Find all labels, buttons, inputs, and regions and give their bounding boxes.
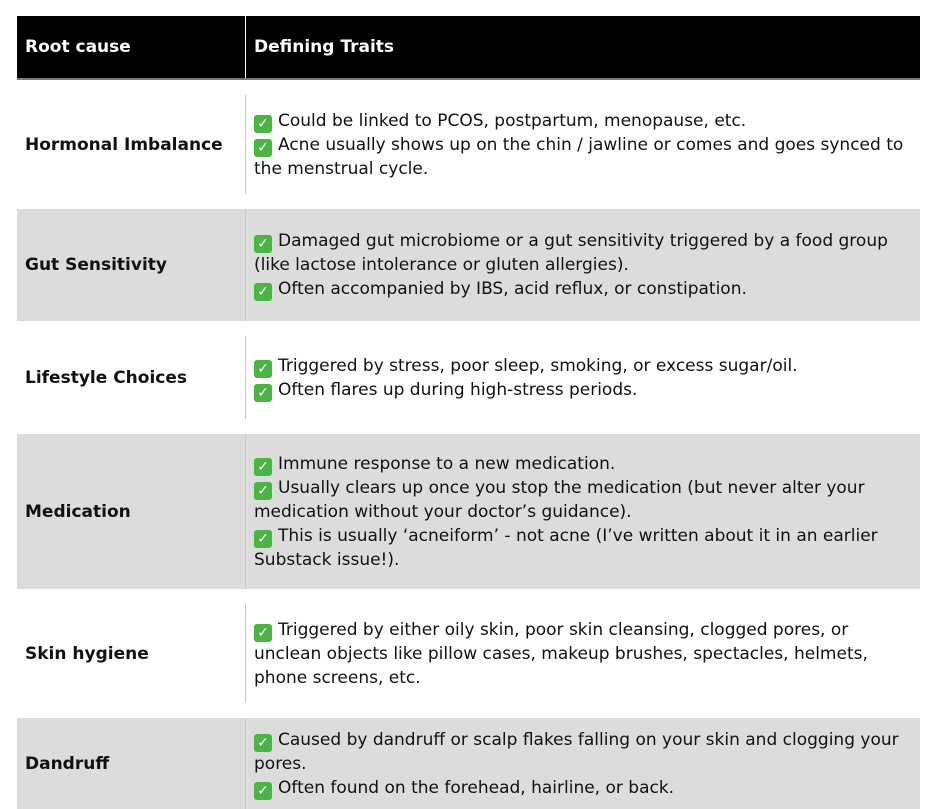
check-mark-icon: ✓: [254, 530, 272, 548]
trait-line: [254, 133, 910, 181]
trait-line: [254, 452, 910, 476]
row-spacer: [17, 321, 920, 336]
trait-text: This is usually ‘acneiform’ - not acne (I’ve written about it in an earlier Substack issue!).: [254, 525, 878, 570]
header-root-cause: Root cause: [17, 16, 246, 78]
table-header-row: [17, 16, 920, 80]
table-row: [17, 718, 920, 809]
check-mark-icon: ✓: [254, 235, 272, 253]
check-mark-icon: ✓: [254, 482, 272, 500]
root-cause-cell: Medication: [17, 434, 246, 589]
table-row: [17, 336, 920, 419]
row-spacer: [17, 80, 920, 95]
trait-line: [254, 476, 910, 524]
root-cause-cell: Skin hygiene: [17, 604, 246, 703]
check-mark-icon: ✓: [254, 384, 272, 402]
check-mark-icon: ✓: [254, 115, 272, 133]
trait-text: Immune response to a new medication.: [278, 453, 616, 474]
trait-text: Triggered by either oily skin, poor skin cleansing, clogged pores, or unclean objects like pillow cases, makeup brushes, spectacles, helmets, phone screens, etc.: [254, 619, 868, 688]
trait-line: [254, 229, 910, 277]
header-defining-traits: Defining Traits: [254, 37, 395, 57]
row-spacer: [17, 703, 920, 718]
check-mark-icon: ✓: [254, 139, 272, 157]
check-mark-icon: ✓: [254, 624, 272, 642]
check-mark-icon: ✓: [254, 283, 272, 301]
root-cause-cell: Dandruff: [17, 718, 246, 809]
check-mark-icon: ✓: [254, 734, 272, 752]
trait-line: [254, 524, 910, 572]
trait-line: [254, 277, 910, 301]
row-spacer: [17, 589, 920, 604]
trait-line: [254, 378, 910, 402]
check-mark-icon: ✓: [254, 360, 272, 378]
trait-line: [254, 728, 910, 776]
table-row: [17, 604, 920, 703]
root-cause-cell: Gut Sensitivity: [17, 209, 246, 321]
root-cause-cell: Hormonal Imbalance: [17, 95, 246, 194]
root-cause-table: [17, 16, 920, 809]
check-mark-icon: ✓: [254, 458, 272, 476]
trait-text: Damaged gut microbiome or a gut sensitivity triggered by a food group (like lactose intolerance or gluten allergies).: [254, 231, 888, 275]
trait-text: Usually clears up once you stop the medication (but never alter your medication without your doctor’s guidance).: [254, 477, 865, 522]
trait-text: Often found on the forehead, hairline, or back.: [278, 777, 675, 798]
trait-text: Triggered by stress, poor sleep, smoking, or excess sugar/oil.: [278, 355, 798, 376]
trait-text: Often accompanied by IBS, acid reflux, or constipation.: [278, 279, 747, 299]
table-row: [17, 209, 920, 321]
trait-text: Could be linked to PCOS, postpartum, menopause, etc.: [278, 110, 747, 131]
row-spacer: [17, 419, 920, 434]
traits-cell: [246, 95, 920, 194]
root-cause-cell: Lifestyle Choices: [17, 336, 246, 419]
trait-text: Acne usually shows up on the chin / jawline or comes and goes synced to the menstrual cycle.: [254, 134, 904, 179]
traits-cell: [246, 434, 920, 589]
trait-line: [254, 109, 910, 133]
traits-cell: [246, 209, 920, 321]
trait-text: Often flares up during high-stress periods.: [278, 379, 638, 400]
table-row: [17, 434, 920, 589]
traits-cell: [246, 718, 920, 809]
traits-cell: [246, 336, 920, 419]
check-mark-icon: ✓: [254, 782, 272, 800]
trait-line: [254, 618, 910, 690]
trait-text: Caused by dandruff or scalp flakes falling on your skin and clogging your pores.: [254, 729, 899, 774]
traits-cell: [246, 604, 920, 703]
row-spacer: [17, 194, 920, 209]
trait-line: [254, 354, 910, 378]
table-row: [17, 95, 920, 194]
